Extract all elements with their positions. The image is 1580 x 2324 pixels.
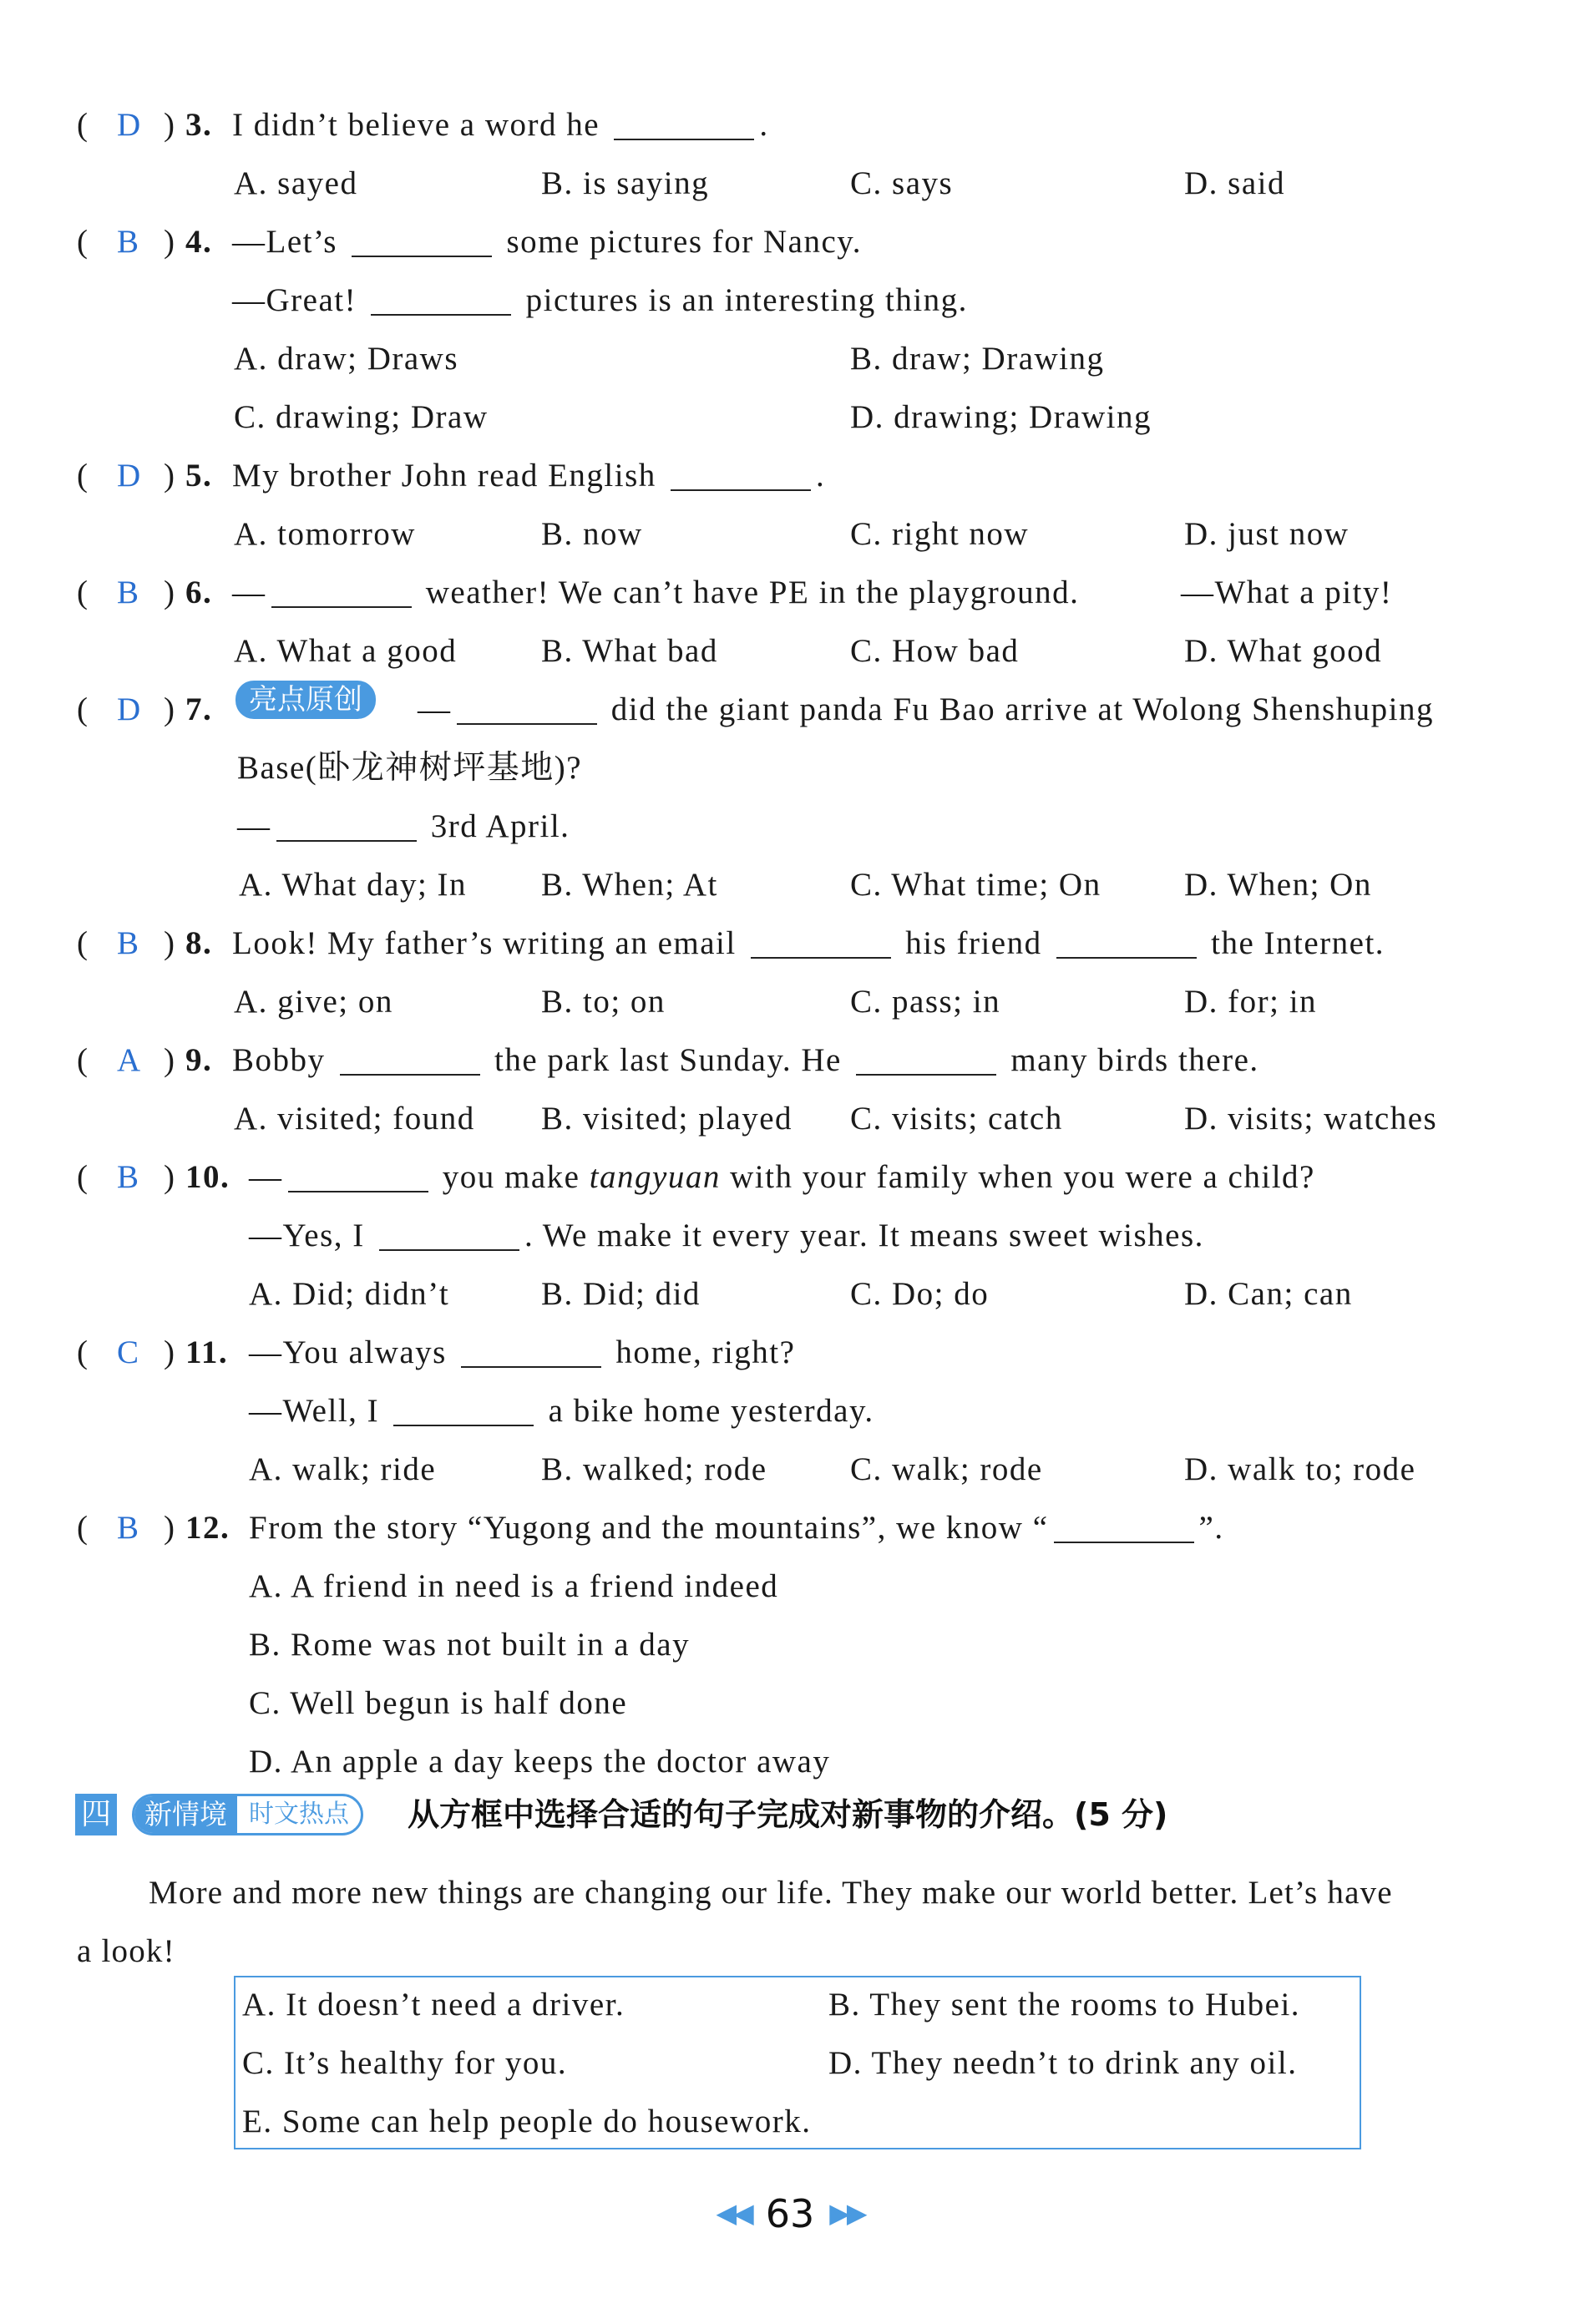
question-stem (249, 1324, 795, 1382)
response-text: —What a pity! (1181, 575, 1393, 610)
option-d: D. When; On (1184, 867, 1372, 903)
stem-text: . (816, 458, 826, 494)
answer-blank (352, 219, 492, 257)
section-title: 从方框中选择合适的句子完成对新事物的介绍。(5 分) (408, 1796, 1168, 1833)
answer-blank (751, 920, 891, 959)
option-b: B. now (541, 516, 643, 552)
answer: D (117, 691, 142, 727)
stem-text: —Let’s (232, 224, 347, 260)
answer-bracket: ( (77, 1159, 89, 1195)
option-a: A. walk; ride (249, 1451, 437, 1487)
option-b: B. visited; played (541, 1101, 793, 1137)
intro-line-2: a look! (77, 1933, 175, 1969)
answer-blank (1054, 1505, 1194, 1543)
choice-b: B. They sent the rooms to Hubei. (828, 1987, 1301, 2023)
stem-text: some pictures for Nancy. (497, 224, 862, 260)
question-5 (0, 447, 1580, 505)
options-4-row-1 (0, 330, 1580, 388)
answer-blank (371, 277, 511, 316)
question-number: 3. (185, 107, 213, 143)
question-3 (0, 96, 1580, 154)
answer: B (117, 224, 140, 260)
option-c: C. walk; rode (850, 1451, 1043, 1487)
option-c: C. pass; in (850, 984, 1001, 1020)
option-b: B. walked; rode (541, 1451, 767, 1487)
choice-a: A. It doesn’t need a driver. (242, 1987, 625, 2023)
answer-blank (1056, 920, 1197, 959)
question-stem (232, 271, 968, 330)
question-stem (249, 1207, 1204, 1265)
question-stem (232, 447, 825, 505)
stem-text: his friend (895, 925, 1051, 961)
options-8 (0, 973, 1580, 1031)
stem-text: . (759, 107, 769, 143)
option-a: A. tomorrow (234, 516, 416, 552)
answer-bracket-close: ) (164, 1159, 176, 1195)
option-d: D. said (1184, 165, 1285, 201)
question-8 (0, 914, 1580, 973)
answer-bracket-close: ) (164, 575, 176, 610)
answer-blank (856, 1037, 996, 1076)
stem-text: 3rd April. (421, 808, 570, 844)
question-stem (232, 96, 769, 154)
option-a: A. Did; didn’t (249, 1276, 450, 1312)
answer: B (117, 575, 140, 610)
options-3 (0, 154, 1580, 213)
option-d: D. visits; watches (1184, 1101, 1438, 1137)
stem-text: I didn’t believe a word he (232, 107, 610, 143)
stem-text: —You always (249, 1334, 457, 1370)
stem-text-italic: tangyuan (589, 1159, 721, 1195)
answer: C (117, 1334, 140, 1370)
question-stem (249, 1499, 1224, 1557)
option-d: D. drawing; Drawing (850, 399, 1152, 435)
question-4 (0, 213, 1580, 271)
option-b: B. Rome was not built in a day (249, 1627, 691, 1663)
option-d: D. An apple a day keeps the doctor away (249, 1744, 831, 1780)
stem-text: you make (433, 1159, 590, 1195)
choice-c: C. It’s healthy for you. (242, 2045, 568, 2081)
stem-text: . We make it every year. It means sweet wishes. (524, 1218, 1204, 1253)
option-b: B. What bad (541, 633, 718, 669)
answer: D (117, 107, 142, 143)
option-d: D. What good (1184, 633, 1383, 669)
question-number: 7. (185, 691, 213, 727)
answer-bracket-close: ) (164, 224, 176, 260)
question-7-line-2 (0, 739, 1580, 797)
option-b: B. is saying (541, 165, 710, 201)
question-stem (249, 1382, 874, 1440)
question-12 (0, 1499, 1580, 1557)
answer-blank (379, 1213, 519, 1251)
option-12-c (0, 1674, 1580, 1733)
answer-bracket: ( (77, 575, 89, 610)
options-9 (0, 1090, 1580, 1148)
option-c: C. says (850, 165, 954, 201)
answer-bracket: ( (77, 925, 89, 961)
question-stem (232, 564, 1079, 622)
question-11-line-2 (0, 1382, 1580, 1440)
intro-line-1: More and more new things are changing our life. They make our world better. Let’s have (149, 1875, 1393, 1911)
stem-text: a bike home yesterday. (539, 1393, 874, 1429)
answer-blank (393, 1388, 534, 1426)
stem-text: Bobby (232, 1042, 335, 1078)
option-c: C. Do; do (850, 1276, 990, 1312)
question-stem (418, 681, 1434, 739)
stem-text: My brother John read English (232, 458, 666, 494)
question-6 (0, 564, 1580, 622)
stem-text: — (232, 575, 266, 610)
options-6 (0, 622, 1580, 681)
answer: D (117, 458, 142, 494)
question-number: 12. (185, 1510, 230, 1546)
question-number: 6. (185, 575, 213, 610)
choice-e: E. Some can help people do housework. (242, 2104, 812, 2139)
answer-bracket: ( (77, 107, 89, 143)
answer-bracket: ( (77, 224, 89, 260)
answer-blank (340, 1037, 480, 1076)
stem-text: — (418, 691, 452, 727)
option-c: C. drawing; Draw (234, 399, 489, 435)
question-number: 9. (185, 1042, 213, 1078)
answer-bracket-close: ) (164, 1042, 176, 1078)
question-number: 8. (185, 925, 213, 961)
question-4-line-2 (0, 271, 1580, 330)
answer-blank (671, 453, 811, 491)
option-b: B. Did; did (541, 1276, 701, 1312)
answer: B (117, 1510, 140, 1546)
answer-bracket: ( (77, 691, 89, 727)
question-stem (249, 1148, 1315, 1207)
option-12-a (0, 1557, 1580, 1616)
stem-text: ”. (1198, 1510, 1224, 1546)
stem-text: many birds there. (1001, 1042, 1259, 1078)
option-d: D. Can; can (1184, 1276, 1353, 1312)
question-7-line-3 (0, 797, 1580, 856)
section-tag-secondary: 时文热点 (249, 1800, 349, 1829)
answer: B (117, 1159, 140, 1195)
choice-d: D. They needn’t to drink any oil. (828, 2045, 1298, 2081)
answer-blank (271, 570, 412, 608)
answer-blank (614, 102, 754, 140)
question-number: 5. (185, 458, 213, 494)
option-c: C. What time; On (850, 867, 1101, 903)
answer-blank (457, 686, 597, 725)
stem-text: — (249, 1159, 283, 1195)
section-number-badge: 四 (75, 1794, 117, 1835)
question-stem (237, 797, 570, 856)
options-7 (0, 856, 1580, 914)
question-9 (0, 1031, 1580, 1090)
answer-bracket: ( (77, 1510, 89, 1546)
answer-bracket-close: ) (164, 458, 176, 494)
stem-text: with your family when you were a child? (720, 1159, 1315, 1195)
stem-text: —Great! (232, 282, 367, 318)
option-d: D. for; in (1184, 984, 1318, 1020)
answer-blank (288, 1154, 428, 1192)
options-10 (0, 1265, 1580, 1324)
answer: B (117, 925, 140, 961)
option-c: C. Well begun is half done (249, 1685, 628, 1721)
option-a: A. give; on (234, 984, 393, 1020)
option-a: A. draw; Draws (234, 341, 459, 377)
options-4-row-2 (0, 388, 1580, 447)
option-b: B. to; on (541, 984, 666, 1020)
prev-arrows-icon: ◀◀ (716, 2197, 751, 2229)
section-intro-cont (77, 1922, 1463, 1981)
option-a: A. visited; found (234, 1101, 475, 1137)
page-footer (0, 2188, 1580, 2239)
question-10 (0, 1148, 1580, 1207)
question-10-line-2 (0, 1207, 1580, 1265)
stem-text: —Well, I (249, 1393, 389, 1429)
answer-blank (276, 803, 417, 842)
option-a: A. What day; In (239, 867, 468, 903)
option-12-b (0, 1616, 1580, 1674)
option-12-d (0, 1733, 1580, 1791)
option-a: A. sayed (234, 165, 358, 201)
answer-bracket-close: ) (164, 1334, 176, 1370)
stem-text: — (237, 808, 271, 844)
stem-text: the Internet. (1201, 925, 1385, 961)
option-c: C. right now (850, 516, 1030, 552)
question-number: 10. (185, 1159, 230, 1195)
page-number: 63 (765, 2191, 815, 2236)
option-d: D. walk to; rode (1184, 1451, 1416, 1487)
option-c: C. visits; catch (850, 1101, 1063, 1137)
next-arrows-icon: ▶▶ (829, 2197, 864, 2229)
stem-text: did the giant panda Fu Bao arrive at Wolong Shenshuping (601, 691, 1435, 727)
answer-bracket: ( (77, 458, 89, 494)
question-7 (0, 681, 1580, 739)
option-c: C. How bad (850, 633, 1020, 669)
stem-text: —Yes, I (249, 1218, 374, 1253)
section-tag-primary: 新情境 (134, 1796, 237, 1833)
option-d: D. just now (1184, 516, 1350, 552)
options-5 (0, 505, 1580, 564)
answer-bracket: ( (77, 1042, 89, 1078)
stem-text: Look! My father’s writing an email (232, 925, 746, 961)
stem-text: the park last Sunday. He (484, 1042, 852, 1078)
question-number: 4. (185, 224, 213, 260)
option-b: B. draw; Drawing (850, 341, 1105, 377)
section-tag (132, 1794, 363, 1835)
answer: A (117, 1042, 142, 1078)
answer-bracket-close: ) (164, 925, 176, 961)
answer-blank (461, 1329, 601, 1368)
stem-text: pictures is an interesting thing. (516, 282, 968, 318)
answer-bracket: ( (77, 1334, 89, 1370)
answer-bracket-close: ) (164, 1510, 176, 1546)
choice-box (234, 1976, 1361, 2149)
question-stem (232, 213, 862, 271)
answer-bracket-close: ) (164, 691, 176, 727)
stem-text: Base(卧龙神树坪基地)? (237, 750, 583, 786)
answer-bracket-close: ) (164, 107, 176, 143)
original-tag-badge: 亮点原创 (235, 681, 376, 719)
option-a: A. What a good (234, 633, 458, 669)
option-b: B. When; At (541, 867, 718, 903)
stem-text: weather! We can’t have PE in the playground. (416, 575, 1080, 610)
question-stem (232, 914, 1385, 973)
stem-text: From the story “Yugong and the mountains”, we know “ (249, 1510, 1049, 1546)
question-number: 11. (185, 1334, 229, 1370)
question-stem (232, 1031, 1259, 1090)
question-11 (0, 1324, 1580, 1382)
options-11 (0, 1440, 1580, 1499)
section-intro (149, 1864, 1535, 1922)
stem-text: home, right? (606, 1334, 796, 1370)
option-a: A. A friend in need is a friend indeed (249, 1568, 779, 1604)
